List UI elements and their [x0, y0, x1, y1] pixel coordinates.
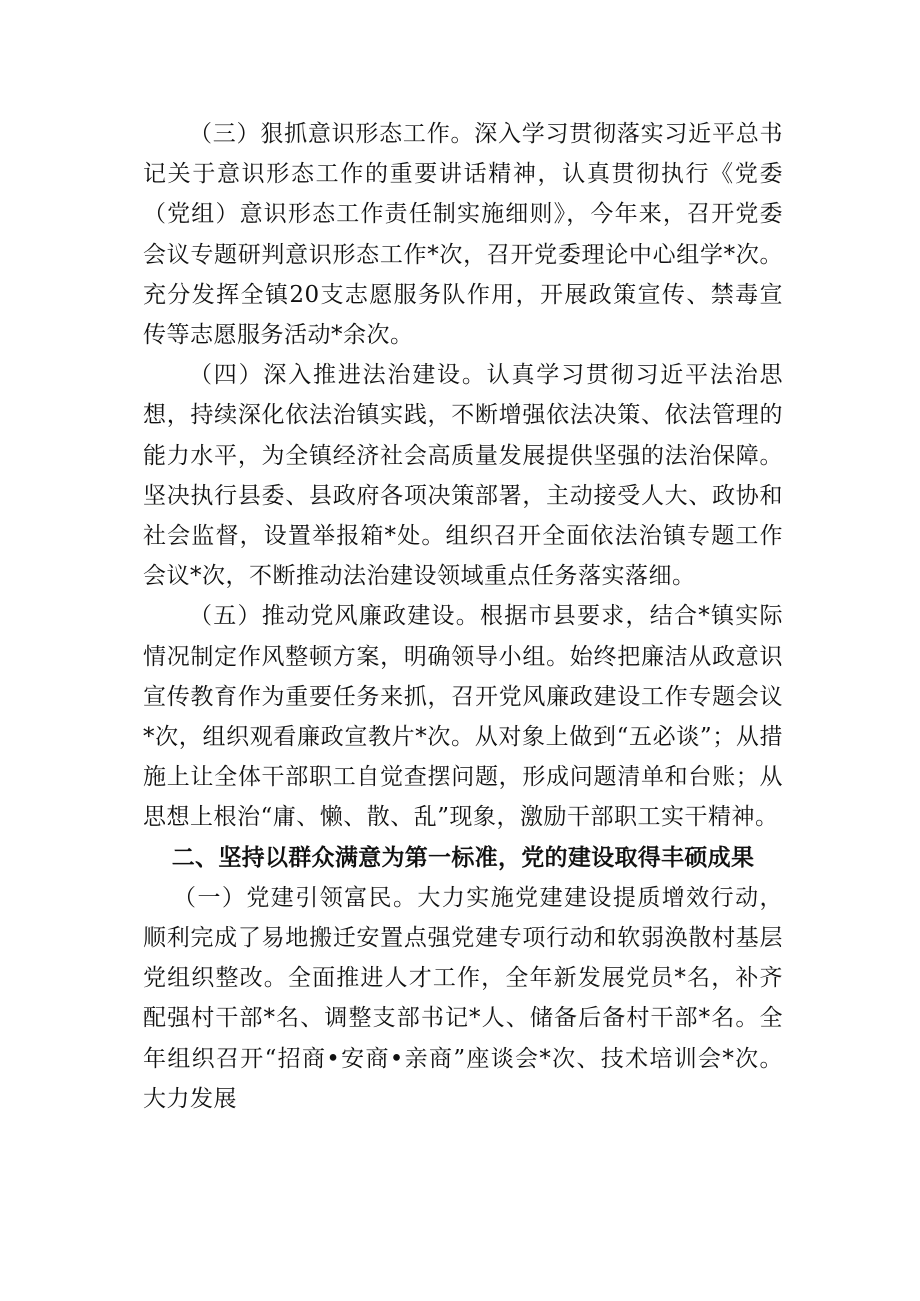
paragraph-rule-of-law: （四）深入推进法治建设。认真学习贯彻习近平法治思想，持续深化依法治镇实践，不断增强依法决策、依法管理的能力水平，为全镇经济社会高质量发展提供坚强的法治保障。坚决执行县委、县政府各项决策部署，主动接受人大、政协和社会监督，设置举报箱*处。组织召开全面依法治镇专题工作会议*次，不断推动法治建设领域重点任务落实落细。 [143, 362, 783, 590]
document-body [143, 114, 783, 1119]
paragraph-integrity-building: （五）推动党风廉政建设。根据市县要求，结合*镇实际情况制定作风整顿方案，明确领导小组。始终把廉洁从政意识宣传教育作为重要任务来抓，召开党风廉政建设工作专题会议*次，组织观看廉政宣教片*次。从对象上做到“五必谈”；从措施上让全体干部职工自觉查摆问题，形成问题清单和台账；从思想上根治“庸、懒、散、乱”现象，激励干部职工实干精神。 [143, 603, 783, 831]
section-heading: 二、坚持以群众满意为第一标准，党的建设取得丰硕成果 [171, 844, 755, 871]
paragraph-party-building-prosperity: （一）党建引领富民。大力实施党建建设提质增效行动，顺利完成了易地搬迁安置点强党建专项行动和软弱涣散村基层党组织整改。全面推进人才工作，全年新发展党员*名，补齐配强村干部*名、调整支部书记*人、储备后备村干部*名。全年组织召开“招商•安商•亲商”座谈会*次、技术培训会*次。大力发展 [143, 884, 783, 1112]
paragraph-ideology-work: （三）狠抓意识形态工作。深入学习贯彻落实习近平总书记关于意识形态工作的重要讲话精神，认真贯彻执行《党委（党组）意识形态工作责任制实施细则》，今年来，召开党委会议专题研判意识形态工作*次，召开党委理论中心组学*次。充分发挥全镇20支志愿服务队作用，开展政策宣传、禁毒宣传等志愿服务活动*余次。 [143, 121, 783, 349]
